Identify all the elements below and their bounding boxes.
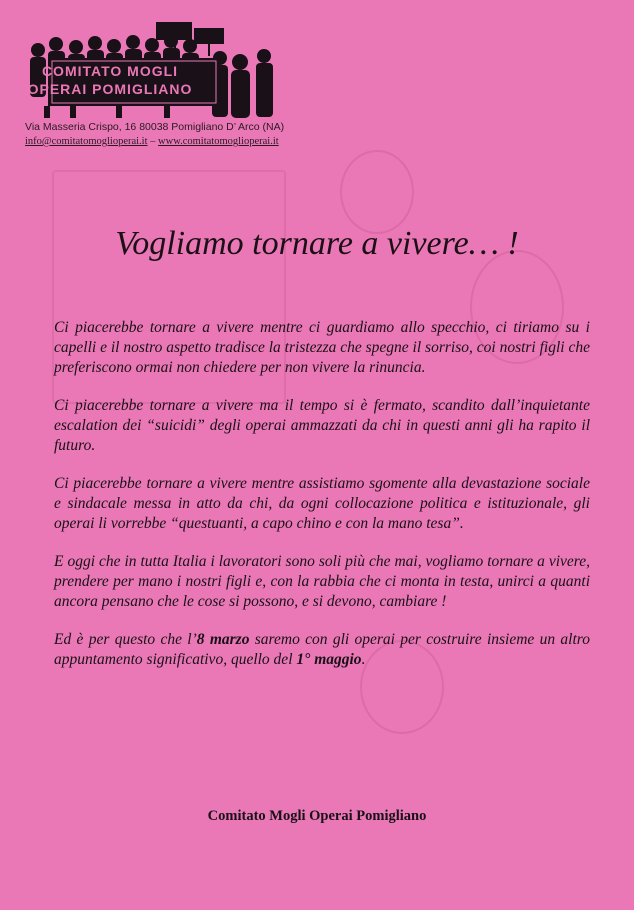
- email-link[interactable]: info@comitatomoglioperai.it: [25, 136, 148, 147]
- paragraph-4: E oggi che in tutta Italia i lavoratori sono soli più che mai, vogliamo tornare a vivere, prendere per mano i nostri figli e, con la rabbia che ci monta in testa, unirci a quanti ancora pensano che le cose si possono, e si devono, cambiare !: [54, 553, 590, 610]
- contact-separator: –: [147, 136, 159, 147]
- logo-banner: [24, 58, 196, 104]
- contact-line: [25, 136, 279, 147]
- page-title: Vogliamo tornare a vivere… !: [115, 225, 519, 262]
- closing-part-1: Ed è per questo che l’: [54, 631, 197, 648]
- body-text: [54, 318, 590, 688]
- date-may-1: 1° maggio: [296, 651, 362, 668]
- paragraph-2: Ci piacerebbe tornare a vivere ma il tempo si è fermato, scandito dall’inquietante escalation dei “suicidi” degli operai ammazzati da chi in questi anni gli ha rapito il futuro.: [54, 397, 590, 454]
- website-link[interactable]: www.comitatomoglioperai.it: [158, 136, 279, 147]
- closing-part-3: .: [361, 651, 366, 668]
- postal-address: Via Masseria Crispo, 16 80038 Pomigliano D’ Arco (NA): [25, 121, 285, 133]
- closing-part-2: saremo con gli operai per costruire insieme un altro appuntamento significativo, quello del: [54, 631, 590, 668]
- closing-paragraph: [54, 630, 590, 670]
- logo-text-line-2: OPERAI POMIGLIANO: [27, 81, 193, 97]
- signature: Comitato Mogli Operai Pomigliano: [207, 808, 427, 824]
- paragraph-1: Ci piacerebbe tornare a vivere mentre ci guardiamo allo specchio, ci tiriamo su i capelli e il nostro aspetto tradisce la tristezza che spegne il sorriso, coi nostri figli che preferiscono ormai non chiedere per non vivere la rinuncia.: [54, 319, 590, 376]
- logo-text-line-1: COMITATO MOGLI: [41, 63, 179, 79]
- paragraph-3: Ci piacerebbe tornare a vivere mentre assistiamo sgomente alla devastazione sociale e sindacale messa in atto da chi, da ogni collocazione politica e istituzionale, gli operai li vorrebbe “questuanti, a capo chino e con la mano tesa”.: [54, 475, 590, 532]
- bleed-through-circle: [340, 150, 414, 234]
- date-march-8: 8 marzo: [196, 631, 250, 648]
